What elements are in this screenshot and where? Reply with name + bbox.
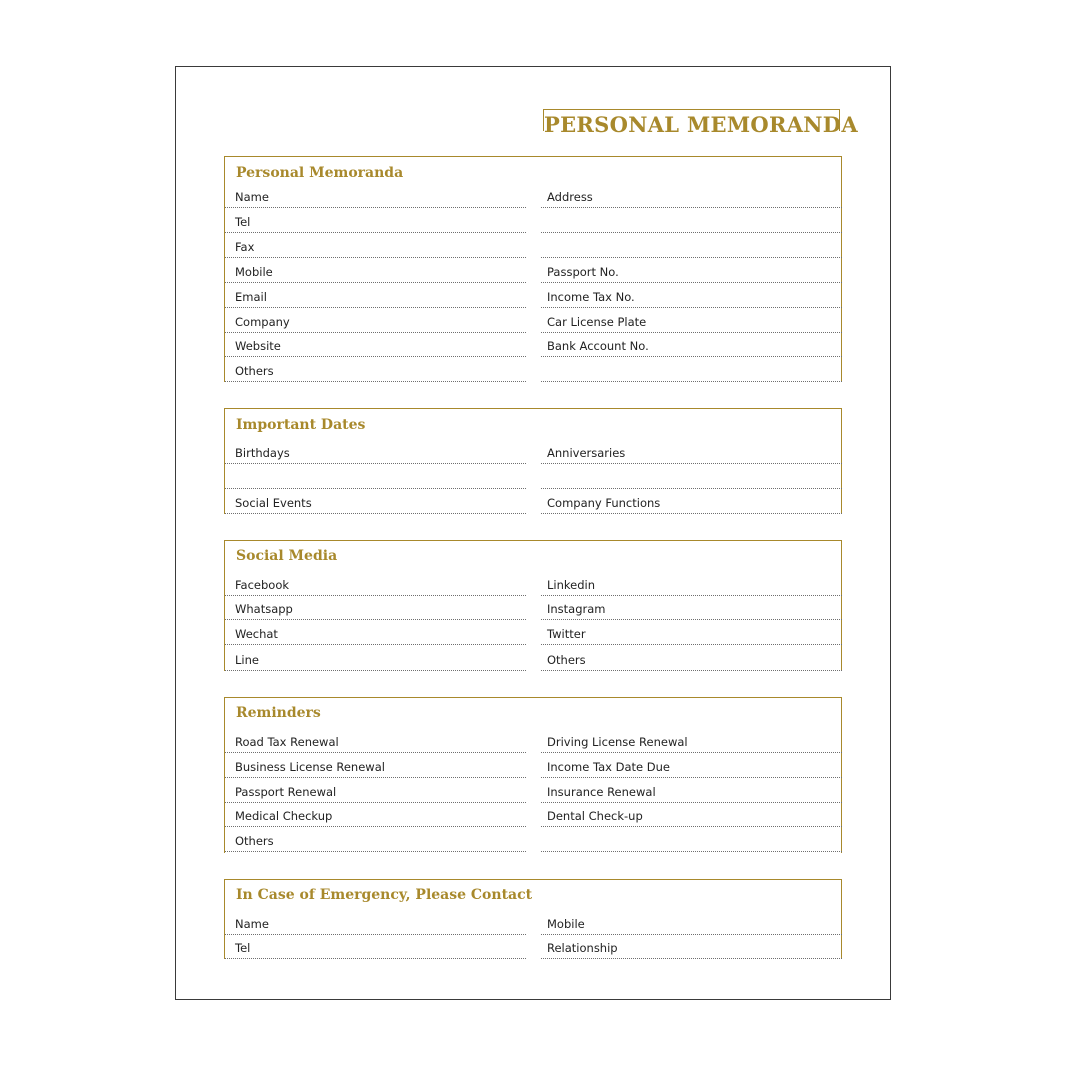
- section-reminders: [224, 697, 842, 853]
- field-insurance-renewal[interactable]: Insurance Renewal: [541, 785, 842, 803]
- field-website[interactable]: Website: [225, 339, 526, 357]
- field-twitter[interactable]: Twitter: [541, 627, 842, 645]
- field-social-events[interactable]: Social Events: [225, 496, 526, 514]
- section-emergency-contact: [224, 879, 842, 959]
- field-blank[interactable]: [541, 364, 842, 382]
- field-address-line-2[interactable]: [541, 215, 842, 233]
- field-tel[interactable]: Tel: [225, 215, 526, 233]
- section-title: Personal Memoranda: [236, 165, 404, 181]
- section-title: In Case of Emergency, Please Contact: [236, 887, 533, 903]
- section-title: Important Dates: [236, 417, 366, 433]
- field-car-license-plate[interactable]: Car License Plate: [541, 315, 842, 333]
- field-passport-renewal[interactable]: Passport Renewal: [225, 785, 526, 803]
- field-birthdays[interactable]: Birthdays: [225, 446, 526, 464]
- field-fax[interactable]: Fax: [225, 240, 526, 258]
- field-medical-checkup[interactable]: Medical Checkup: [225, 809, 526, 827]
- field-line[interactable]: Line: [225, 653, 526, 671]
- field-contact-relationship[interactable]: Relationship: [541, 941, 842, 959]
- field-driving-license-renewal[interactable]: Driving License Renewal: [541, 735, 842, 753]
- field-bank-account-no[interactable]: Bank Account No.: [541, 339, 842, 357]
- field-business-license-renewal[interactable]: Business License Renewal: [225, 760, 526, 778]
- field-mobile[interactable]: Mobile: [225, 265, 526, 283]
- field-dental-checkup[interactable]: Dental Check-up: [541, 809, 842, 827]
- field-linkedin[interactable]: Linkedin: [541, 578, 842, 596]
- field-email[interactable]: Email: [225, 290, 526, 308]
- field-contact-name[interactable]: Name: [225, 917, 526, 935]
- field-address-line-3[interactable]: [541, 240, 842, 258]
- field-facebook[interactable]: Facebook: [225, 578, 526, 596]
- section-title: Social Media: [236, 548, 338, 564]
- section-title: Reminders: [236, 705, 321, 721]
- field-others[interactable]: Others: [225, 364, 526, 382]
- field-whatsapp[interactable]: Whatsapp: [225, 602, 526, 620]
- field-blank[interactable]: [225, 471, 526, 489]
- section-important-dates: [224, 408, 842, 514]
- field-anniversaries[interactable]: Anniversaries: [541, 446, 842, 464]
- field-company[interactable]: Company: [225, 315, 526, 333]
- field-instagram[interactable]: Instagram: [541, 602, 842, 620]
- field-blank[interactable]: [541, 471, 842, 489]
- field-name[interactable]: Name: [225, 190, 526, 208]
- field-income-tax-date-due[interactable]: Income Tax Date Due: [541, 760, 842, 778]
- field-others[interactable]: Others: [541, 653, 842, 671]
- field-passport-no[interactable]: Passport No.: [541, 265, 842, 283]
- field-wechat[interactable]: Wechat: [225, 627, 526, 645]
- field-blank[interactable]: [541, 834, 842, 852]
- page-title: PERSONAL MEMORANDA: [543, 109, 840, 131]
- field-road-tax-renewal[interactable]: Road Tax Renewal: [225, 735, 526, 753]
- section-social-media: [224, 540, 842, 671]
- field-company-functions[interactable]: Company Functions: [541, 496, 842, 514]
- field-contact-mobile[interactable]: Mobile: [541, 917, 842, 935]
- field-others[interactable]: Others: [225, 834, 526, 852]
- field-contact-tel[interactable]: Tel: [225, 941, 526, 959]
- section-personal-memoranda: [224, 156, 842, 382]
- field-address[interactable]: Address: [541, 190, 842, 208]
- field-income-tax-no[interactable]: Income Tax No.: [541, 290, 842, 308]
